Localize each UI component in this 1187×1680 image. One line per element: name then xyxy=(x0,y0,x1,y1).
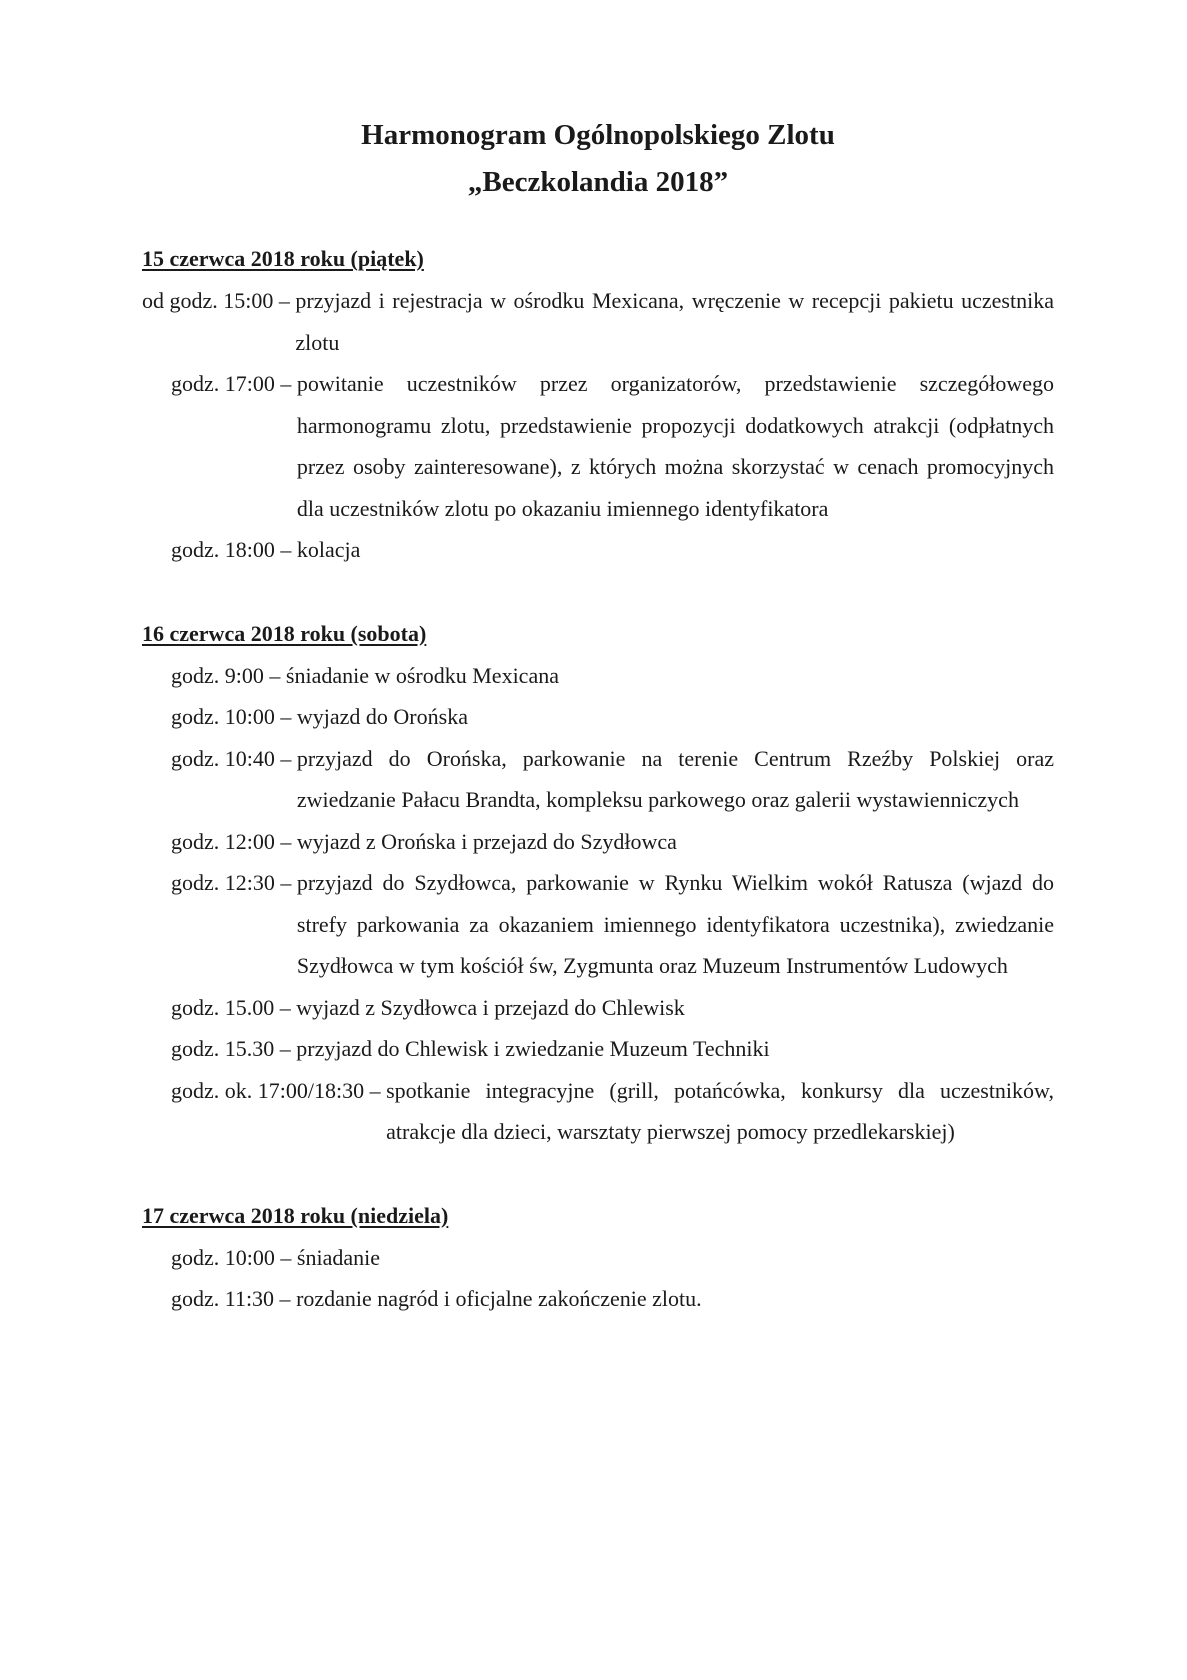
entry-text: kolacja xyxy=(296,537,361,562)
entry-text: powitanie uczestników przez organizatorów, przedstawienie szczegółowego harmonogramu zlotu, przedstawienie propozycji dodatkowych atrakcji (odpłatnych przez osoby zainteresowane), z których można skorzystać w cenach promocyjnych dla uczestników zlotu po okazaniu imiennego identyfikatora xyxy=(296,371,1054,521)
entry-text: wyjazd z Orońska i przejazd do Szydłowca xyxy=(296,828,677,854)
document-page xyxy=(142,112,1054,1362)
schedule-entry xyxy=(142,1028,1054,1070)
entry-text: wyjazd do Orońska xyxy=(296,704,468,729)
entry-time: godz. 10:40 – xyxy=(171,745,297,771)
event-name: „Beczkolandia 2018” xyxy=(467,166,729,198)
entry-time: godz. 10:00 – xyxy=(171,704,297,729)
entry-time: godz. 17:00 – xyxy=(171,371,297,396)
entry-text: śniadanie w ośrodku Mexicana xyxy=(285,662,559,688)
entry-time: godz. 12:00 – xyxy=(171,828,297,854)
entry-time: od godz. 15:00 – xyxy=(142,288,296,313)
entry-text: przyjazd i rejestracja w ośrodku Mexicana, wręczenie w recepcji pakietu uczestnika zlotu xyxy=(295,288,1054,355)
entry-time: godz. 15.30 – xyxy=(171,1036,297,1061)
entry-text: spotkanie integracyjne (grill, potańcówka, konkursy dla uczestników, atrakcje dla dzieci, warsztaty pierwszej pomocy przedlekarskiej) xyxy=(386,1077,1054,1144)
schedule-entry xyxy=(142,1237,1054,1279)
entry-time: godz. ok. 17:00/18:30 – xyxy=(171,1077,387,1103)
entry-text: przyjazd do Orońska, parkowanie na terenie Centrum Rzeźby Polskiej oraz zwiedzanie Pałacu Brandta, kompleksu parkowego oraz galerii wystawienniczych xyxy=(296,745,1054,812)
entry-text: przyjazd do Szydłowca, parkowanie w Rynku Wielkim wokół Ratusza (wjazd do strefy parkowania za okazaniem imiennego identyfikatora uczestnika), zwiedzanie Szydłowca w tym kościół św, Zygmunta oraz Muzeum Instrumentów Ludowych xyxy=(296,870,1054,978)
entry-time: godz. 10:00 – xyxy=(171,1244,297,1270)
day-section-saturday xyxy=(142,613,1054,1153)
entry-time: godz. 9:00 – xyxy=(171,662,286,688)
day-heading: 17 czerwca 2018 roku (niedziela) xyxy=(142,1202,449,1228)
schedule-entry xyxy=(142,529,1054,571)
schedule-entry xyxy=(142,280,1054,363)
entry-time: godz. 15.00 – xyxy=(171,994,297,1020)
day-section-sunday xyxy=(142,1195,1054,1320)
schedule-entry xyxy=(142,862,1054,987)
schedule-entry xyxy=(142,821,1054,863)
schedule-entry xyxy=(142,1070,1054,1153)
document-title: Harmonogram Ogólnopolskiego Zlotu xyxy=(361,119,835,151)
day-section-friday xyxy=(142,238,1054,571)
schedule-entry xyxy=(142,655,1054,697)
schedule-entry xyxy=(142,738,1054,821)
day-heading: 16 czerwca 2018 roku (sobota) xyxy=(142,620,427,646)
entry-time: godz. 12:30 – xyxy=(171,870,297,895)
schedule-entry xyxy=(142,1278,1054,1320)
schedule-entry xyxy=(142,363,1054,529)
entry-text: wyjazd z Szydłowca i przejazd do Chlewisk xyxy=(296,994,685,1020)
entry-text: przyjazd do Chlewisk i zwiedzanie Muzeum Techniki xyxy=(296,1036,770,1061)
entry-time: godz. 11:30 – xyxy=(171,1286,297,1311)
entry-text: śniadanie xyxy=(296,1244,380,1270)
schedule-entry xyxy=(142,987,1054,1029)
entry-text: rozdanie nagród i oficjalne zakończenie zlotu. xyxy=(296,1286,702,1311)
day-heading: 15 czerwca 2018 roku (piątek) xyxy=(142,246,424,271)
entry-time: godz. 18:00 – xyxy=(171,537,297,562)
schedule-entry xyxy=(142,696,1054,738)
